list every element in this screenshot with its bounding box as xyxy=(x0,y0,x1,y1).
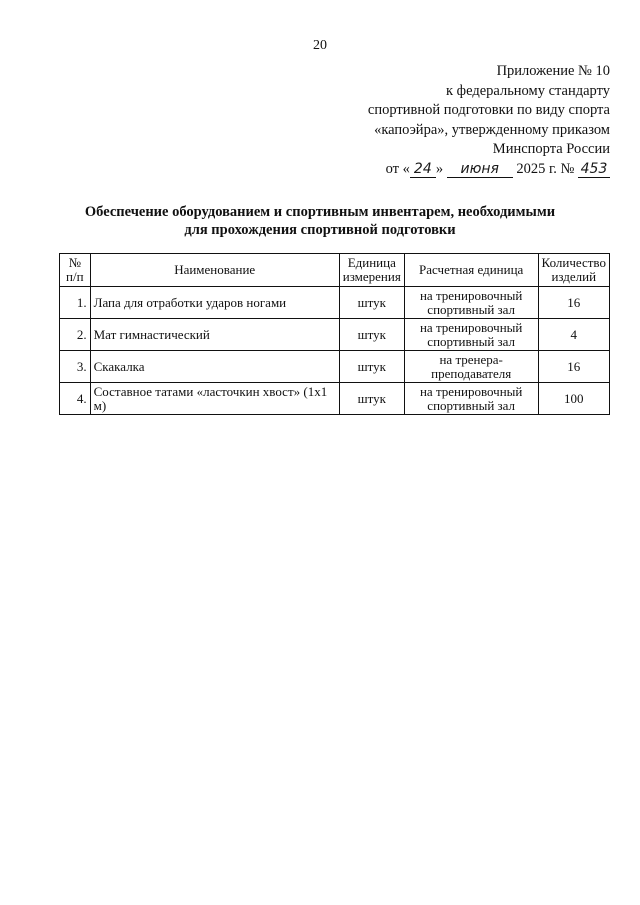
cell-quantity: 16 xyxy=(538,351,609,383)
handwritten-order-number: 453 xyxy=(578,162,610,178)
table-row xyxy=(60,287,610,319)
header-quantity: Количество изделий xyxy=(538,254,609,287)
cell-calc-unit: на тренировочный спортивный зал xyxy=(404,383,538,415)
cell-quantity: 4 xyxy=(538,319,609,351)
header-name: Наименование xyxy=(90,254,339,287)
cell-unit: штук xyxy=(339,351,404,383)
cell-calc-unit: на тренировочный спортивный зал xyxy=(404,319,538,351)
cell-num: 2. xyxy=(60,319,91,351)
title-line: Обеспечение оборудованием и спортивным инвентарем, необходимыми xyxy=(84,204,556,220)
document-title xyxy=(40,203,600,239)
cell-calc-unit: на тренера- преподавателя xyxy=(404,351,538,383)
cell-num: 4. xyxy=(60,383,91,415)
order-prefix: от « xyxy=(385,160,410,177)
cell-unit: штук xyxy=(339,319,404,351)
handwritten-day: 24 xyxy=(410,162,436,178)
cell-unit: штук xyxy=(339,383,404,415)
header-num: № п/п xyxy=(60,254,91,287)
cell-name: Скакалка xyxy=(90,351,339,383)
cell-num: 3. xyxy=(60,351,91,383)
table-row xyxy=(60,383,610,415)
appendix-line: Минспорта России xyxy=(492,141,610,157)
equipment-table xyxy=(59,253,610,415)
cell-quantity: 100 xyxy=(538,383,609,415)
table-row xyxy=(60,351,610,383)
cell-unit: штук xyxy=(339,287,404,319)
appendix-line: Приложение № 10 xyxy=(496,63,610,79)
appendix-line: «капоэйра», утвержденному приказом xyxy=(374,121,610,138)
header-calc-unit: Расчетная единица xyxy=(404,254,538,287)
order-mid: » xyxy=(435,160,444,177)
table-header-row xyxy=(60,254,610,287)
title-line: для прохождения спортивной подготовки xyxy=(184,222,456,238)
cell-quantity: 16 xyxy=(538,287,609,319)
appendix-line: спортивной подготовки по виду спорта xyxy=(367,102,610,118)
page-number: 20 xyxy=(313,38,327,53)
cell-name: Лапа для отработки ударов ногами xyxy=(90,287,339,319)
handwritten-month: июня xyxy=(447,162,513,178)
table-row xyxy=(60,319,610,351)
header-unit: Единица измерения xyxy=(339,254,404,287)
appendix-line: к федеральному стандарту xyxy=(446,82,610,99)
order-year: 2025 г. № xyxy=(516,160,575,177)
cell-name: Составное татами «ласточкин хвост» (1x1 м) xyxy=(90,383,339,415)
cell-num: 1. xyxy=(60,287,91,319)
cell-calc-unit: на тренировочный спортивный зал xyxy=(404,287,538,319)
cell-name: Мат гимнастический xyxy=(90,319,339,351)
appendix-header xyxy=(310,62,610,179)
order-date-line xyxy=(310,160,610,180)
